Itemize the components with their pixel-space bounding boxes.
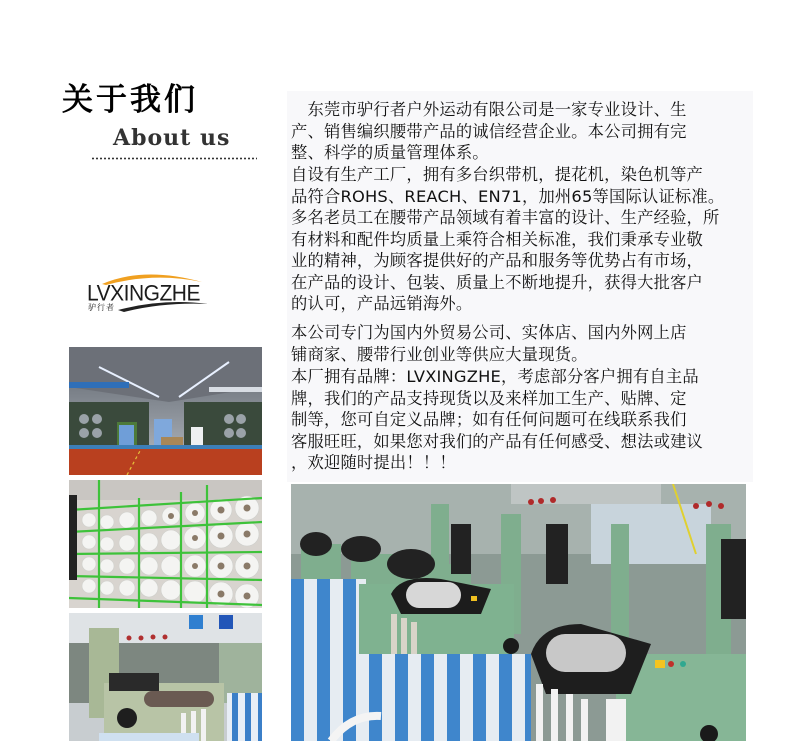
- intro-paragraph-3: 多名老员工在腰带产品领域有着丰富的设计、生产经验，所 有材料和配件均质量上乘符合相关标准，我们秉承专业敬 业的精神，为顾客提供好的产品和服务等优势占有市场， 在产品的设计、包装、质量上不断地提升，获得大批客户 的认可，产品远销海外。: [291, 208, 720, 314]
- brand-logo: [84, 270, 224, 318]
- intro-paragraph-2: 自设有生产工厂，拥有多台织带机，提花机，染色机等产 品符合ROHS、REACH、EN71，加州65等国际认证标准。: [291, 165, 725, 206]
- intro-paragraph-5: 本厂拥有品牌：LVXINGZHE，考虑部分客户拥有自主品 牌，我们的产品支持现货以及来样加工生产、贴牌、定 制等，您可自定义品牌；如有任何问题可在线联系我们 客服旺旺，如果您对我们的产品有任何感受、想法或建议 ，欢迎随时提出！！！: [291, 367, 704, 473]
- dotted-divider: [91, 157, 257, 160]
- logo-wordmark: LVXINGZHE: [87, 281, 200, 306]
- page-title: 关于我们: [62, 82, 198, 118]
- page-subtitle: About us: [113, 125, 231, 151]
- factory-hall-photo: [69, 347, 262, 475]
- yarn-rack-photo: [69, 480, 262, 608]
- intro-paragraph-4: 本公司专门为国内外贸易公司、实体店、国内外网上店 铺商家、腰带行业创业等供应大量现货。: [291, 323, 687, 364]
- loom-closeup-photo: [69, 613, 262, 741]
- loom-row-photo: [291, 484, 746, 741]
- logo-chinese-name: 驴行者: [88, 303, 115, 312]
- intro-paragraph-1: 东莞市驴行者户外运动有限公司是一家专业设计、生 产、销售编织腰带产品的诚信经营企业。本公司拥有完 整、科学的质量管理体系。: [291, 100, 687, 163]
